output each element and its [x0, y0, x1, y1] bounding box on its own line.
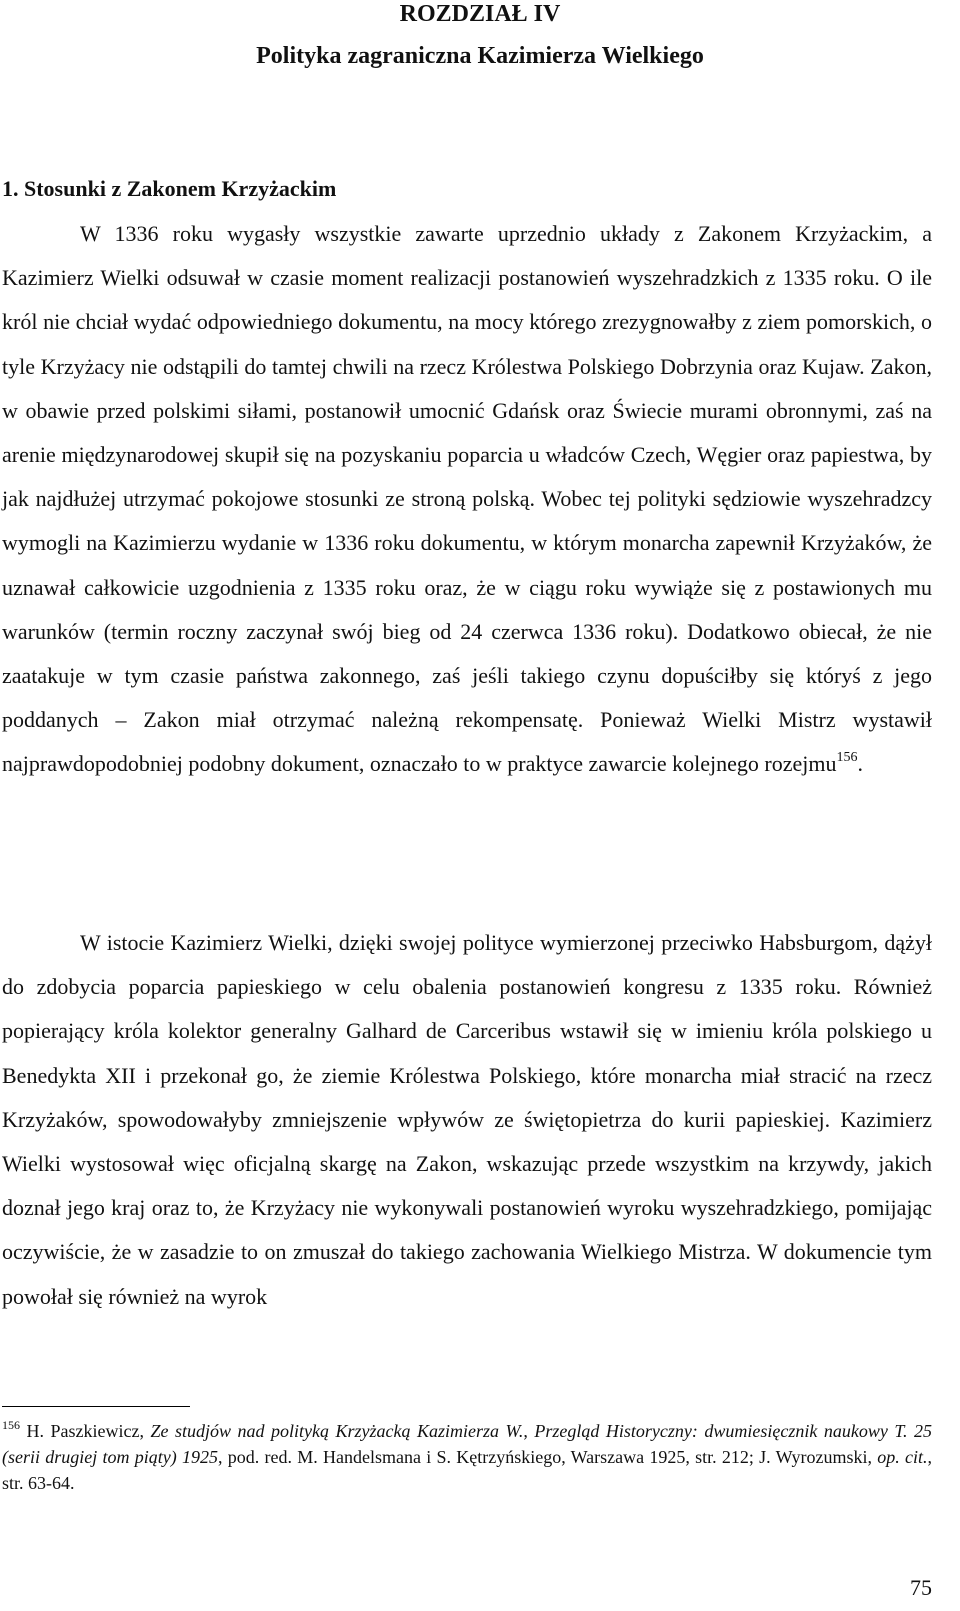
- footnote-number: 156: [2, 1418, 20, 1432]
- chapter-title: Polityka zagraniczna Kazimierza Wielkiego: [256, 43, 704, 69]
- paragraph-1-text: W 1336 roku wygasły wszystkie zawarte uprzednio układy z Zakonem Krzyżackim, a Kazimierz Wielki odsuwał w czasie moment realizacji postanowień wyszehradzkich z 1335 roku. O ile król nie chciał wydać odpowiedniego dokumentu, na mocy którego zrezygnowałby z ziem pomorskich, o tyle Krzyżacy nie odstąpili do tamtej chwili na rzecz Królestwa Polskiego Dobrzynia oraz Kujaw. Zakon, w obawie przed polskimi siłami, postanowił umocnić Gdańsk oraz Świecie murami obronnymi, zaś na arenie międzynarodowej skupił się na pozyskaniu poparcia u władców Czech, Węgier oraz papiestwa, by jak najdłużej utrzymać pokojowe stosunki ze stroną polską. Wobec tej polityki sędziowie wyszehradzcy wymogli na Kazimierzu wydanie w 1336 roku dokumentu, w którym monarcha zapewnił Krzyżaków, że uznawał całkowicie uzgodnienia z 1335 roku oraz, że w ciągu roku wywiąże się z postawionych mu warunków (termin roczny zaczynał swój bieg od 24 czerwca 1336 roku). Dodatkowo obiecał, że nie zaatakuje w tym czasie państwa zakonnego, zaś jeśli takiego czynu dopuściłby się któryś z jego poddanych – Zakon miał otrzymać należną rekompensatę. Ponieważ Wielki Mistrz wystawił najprawdopodobniej podobny dokument, oznaczało to w praktyce zawarcie kolejnego rozejmu: [2, 221, 932, 777]
- footnote-editors: , pod. red. M. Handelsmana i S. Kętrzyńskiego, Warszawa 1925, str. 212; J. Wyrozumski,: [218, 1447, 872, 1467]
- page-number: 75: [910, 1575, 932, 1600]
- paragraph-1-end: .: [857, 751, 863, 777]
- footnote: [2, 1418, 932, 1496]
- chapter-heading: ROZDZIAŁ IV: [399, 1, 561, 27]
- footnote-journal: Przegląd Historyczny: dwumiesięcznik naukowy T. 25 (serii drugiej tom piąty) 1925: [2, 1421, 933, 1467]
- footnote-pages: , str. 63-64.: [2, 1447, 933, 1493]
- footnote-opcit: op. cit.: [877, 1447, 928, 1467]
- paragraph-1: [2, 212, 932, 787]
- paragraph-2: W istocie Kazimierz Wielki, dzięki swojej polityce wymierzonej przeciwko Habsburgom, dążył do zdobycia poparcia papieskiego w celu obalenia postanowień kongresu z 1335 roku. Również popierający króla kolektor generalny Galhard de Carceribus wstawił się w imieniu króla polskiego u Benedykta XII i przekonał go, że ziemie Królestwa Polskiego, które monarcha miał stracić na rzecz Krzyżaków, spowodowałyby zmniejszenie wpływów ze świętopietrza do kurii papieskiej. Kazimierz Wielki wystosował więc oficjalną skargę na Zakon, wskazując przede wszystkim na krzywdy, jakich doznał jego kraj oraz to, że Krzyżacy nie wykonywali postanowień wyroku wyszehradzkiego, pomijając oczywiście, że w zasadzie to on zmuszał do takiego zachowania Wielkiego Mistrza. W dokumencie tym powołał się również na wyrok: [2, 930, 932, 1309]
- footnote-separator: ,: [523, 1421, 528, 1441]
- footnote-reference[interactable]: 156: [836, 750, 858, 766]
- section-title: 1. Stosunki z Zakonem Krzyżackim: [2, 176, 337, 201]
- footnote-divider: [2, 1406, 190, 1407]
- footnote-work-title: Ze studjów nad polityką Krzyżacką Kazimierza W.: [150, 1421, 524, 1441]
- footnote-author: H. Paszkiewicz,: [26, 1421, 144, 1441]
